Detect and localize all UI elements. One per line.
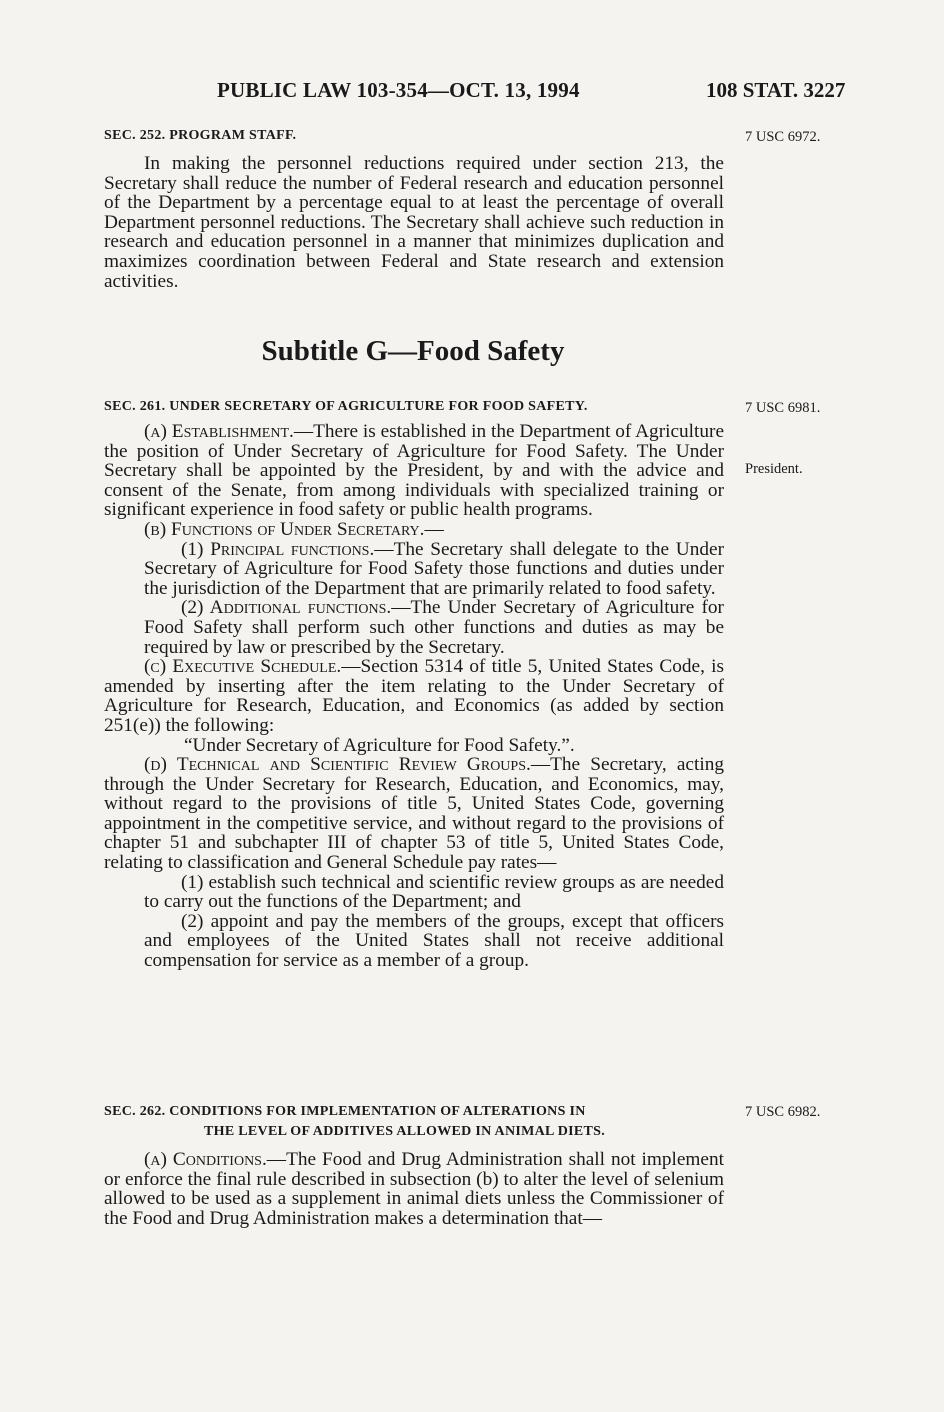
sec-261-body <box>104 422 724 971</box>
sec-252-heading: SEC. 252. PROGRAM STAFF. <box>104 128 297 143</box>
sec-261-a <box>104 422 724 520</box>
sec-261-b2-text: —The Under Secretary of Agriculture for Food Safety shall perform such other functions and duties as may be required by law or prescribed by the Secretary. <box>144 597 724 658</box>
sec-261-c <box>104 657 724 735</box>
sec-261-margin-note: 7 USC 6981. <box>745 400 821 416</box>
sec-252-body <box>104 154 724 291</box>
sec-261-a-text: —There is established in the Department of Agriculture the position of Under Secretary of Agriculture for Food Safety. The Under Secretary shall be appointed by the President, by and with the advice and consent of the Senate, from among individuals with specialized training or significant experience in food safety or public health programs. <box>104 421 724 521</box>
sec-261-heading: SEC. 261. UNDER SECRETARY OF AGRICULTURE FOR FOOD SAFETY. <box>104 399 588 414</box>
sec-262-a-label: (a) Conditions. <box>144 1149 267 1170</box>
sec-262-heading-line2: THE LEVEL OF ADDITIVES ALLOWED IN ANIMAL DIETS. <box>204 1124 606 1139</box>
running-header-law: PUBLIC LAW 103-354—OCT. 13, 1994 <box>217 78 580 102</box>
sec-261-b1-label: (1) Principal functions. <box>181 538 375 560</box>
sec-261-d1: (1) establish such technical and scientific review groups as are needed to carry out the functions of the Department; and <box>144 871 724 913</box>
sec-261-b1 <box>104 540 724 599</box>
sec-262-a-text: —The Food and Drug Administration shall not implement or enforce the final rule described in subsection (b) to alter the level of selenium allowed to be used as a supplement in animal diets unless the Commissioner of the Food and Drug Administration makes a determination that— <box>104 1149 724 1229</box>
sec-261-a-label: (a) Establishment. <box>144 421 294 442</box>
sec-261-b-label: (b) Functions of Under Secretary. <box>144 518 425 540</box>
sec-262-a <box>104 1150 724 1228</box>
sec-261-c-quote: “Under Secretary of Agriculture for Food Safety.”. <box>184 734 575 756</box>
sec-262-body <box>104 1150 724 1228</box>
sec-261-d-text: —The Secretary, acting through the Under Secretary for Research, Education, and Economics, may, without regard to the provisions of title 5, United States Code, governing appointment in the competitive service, and without regard to the provisions of chapter 51 and subchapter III of chapter 53 of title 5, United States Code, relating to classification and General Schedule pay rates— <box>104 754 724 874</box>
sec-261-c-label: (c) Executive Schedule. <box>144 656 342 678</box>
sec-261-b1-text: —The Secretary shall delegate to the Under Secretary of Agriculture for Food Safety those functions and duties under the jurisdiction of the Department that are primarily related to food safety. <box>144 538 724 599</box>
sec-262-heading-line1: SEC. 262. CONDITIONS FOR IMPLEMENTATION OF ALTERATIONS IN <box>104 1104 586 1119</box>
sec-261-b-text: — <box>424 518 444 540</box>
sec-252-paragraph: In making the personnel reductions required under section 213, the Secretary shall reduce the number of Federal research and education personnel of the Department by a percentage equal to at least the percentage of overall Department personnel reductions. The Secretary shall achieve such reduction in research and education personnel in a manner that minimizes duplication and maximizes coordination between Federal and State research and extension activities. <box>104 153 724 292</box>
sec-261-b <box>104 520 724 540</box>
sec-261-b2 <box>104 598 724 657</box>
sec-252-margin-note: 7 USC 6972. <box>745 129 821 145</box>
sec-262-margin-note: 7 USC 6982. <box>745 1104 821 1120</box>
sec-262-heading <box>104 1102 726 1142</box>
sec-261-b2-label: (2) Additional functions. <box>181 597 392 619</box>
president-margin-note: President. <box>745 461 803 477</box>
sec-261-d2: (2) appoint and pay the members of the groups, except that officers and employees of the United States shall not receive additional compensation for service as a member of a group. <box>144 910 724 972</box>
sec-261-c-text: —Section 5314 of title 5, United States Code, is amended by inserting after the item relating to the Under Secretary of Agriculture for Research, Education, and Economics (as added by section 251(e)) the following: <box>104 656 724 736</box>
sec-261-d <box>104 755 724 873</box>
subtitle-heading: Subtitle G—Food Safety <box>261 335 565 367</box>
running-header-stat: 108 STAT. 3227 <box>706 78 846 102</box>
sec-261-d-label: (d) Technical and Scientific Review Groups. <box>144 754 531 776</box>
